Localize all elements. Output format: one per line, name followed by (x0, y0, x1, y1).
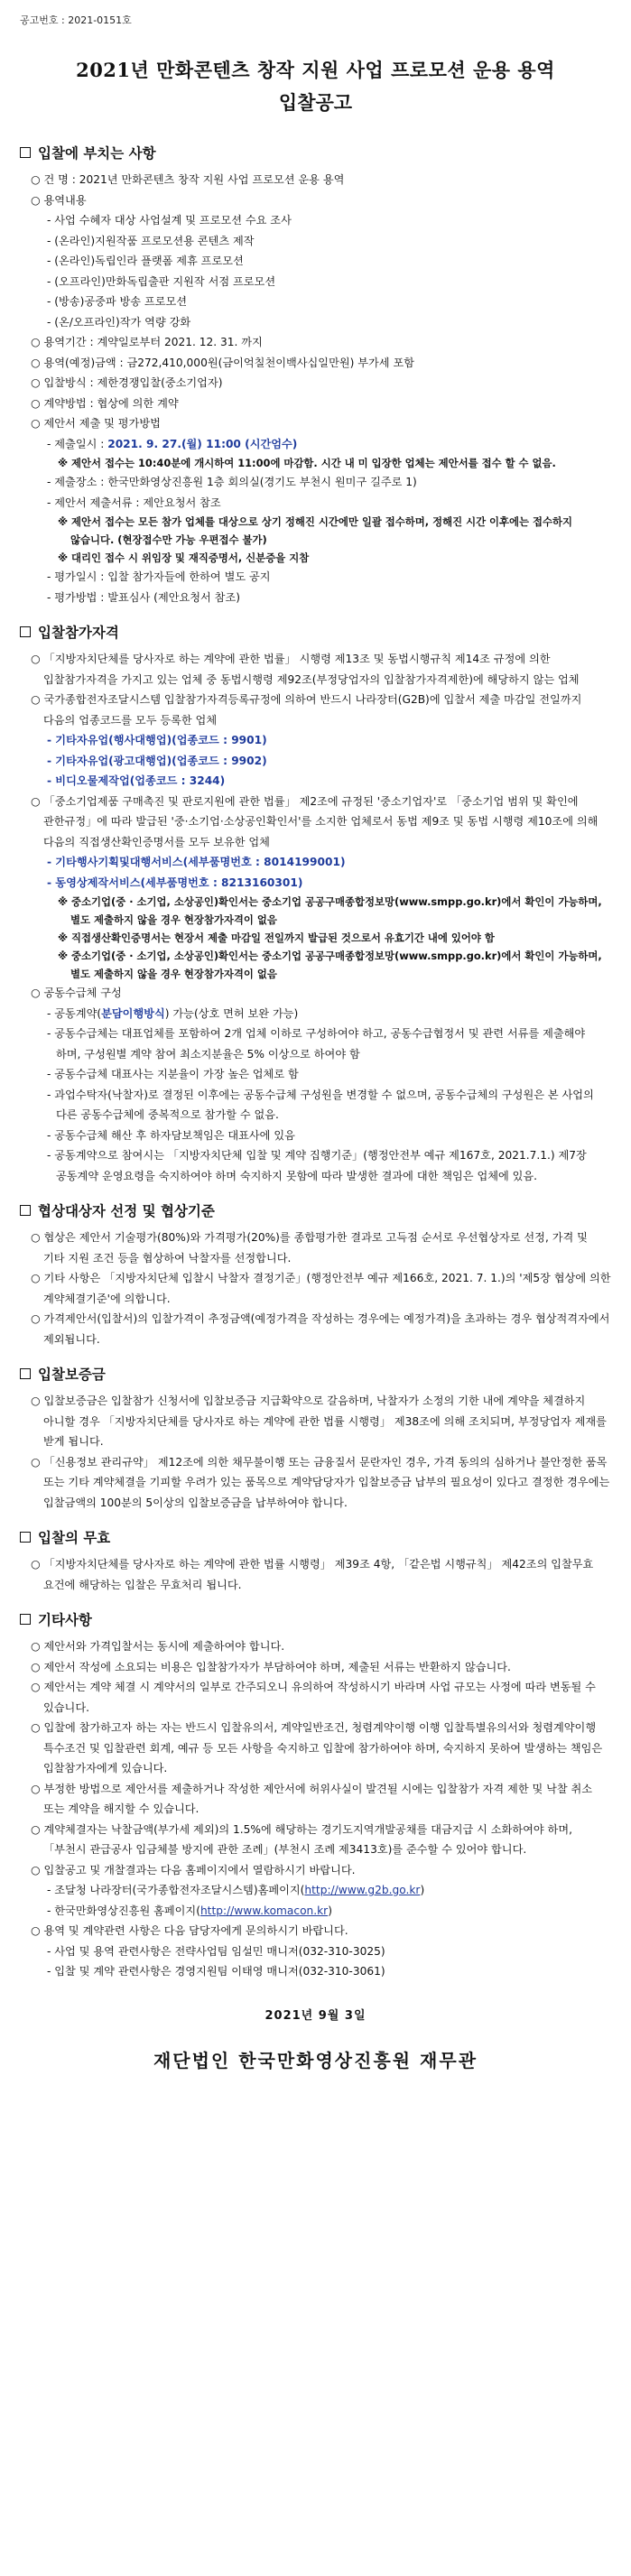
line-text: ○ 제안서 제출 및 평가방법 (31, 417, 161, 430)
section-heading (20, 622, 611, 642)
section-line (20, 454, 611, 472)
section-line (27, 1452, 611, 1514)
section-line (20, 1085, 611, 1126)
section-line (27, 792, 611, 853)
line-text: ※ 제안서 접수는 10:40분에 개시하여 11:00에 마감함. 시간 내 미 입장한 업체는 제안서를 접수 할 수 없음. (58, 457, 556, 469)
sections-container (20, 143, 611, 1982)
line-text: - 기타자유업(행사대행업)(업종코드 : 9901) (47, 734, 267, 746)
section-line (27, 1309, 611, 1349)
section-line (20, 231, 611, 252)
section-line (20, 1145, 611, 1186)
section-line (27, 332, 611, 353)
line-text: - 동영상제작서비스(세부품명번호 : 8213160301) (47, 876, 303, 889)
line-text: ○ 입찰방식 : 제한경쟁입찰(중소기업자) (31, 376, 223, 389)
section-line (20, 771, 611, 792)
homepage-link[interactable]: http://www.g2b.go.kr (304, 1884, 421, 1896)
line-text: ○ 입찰공고 및 개찰결과는 다음 홈페이지에서 열람하시기 바랍니다. (31, 1863, 356, 1876)
line-text: ○ 입찰에 참가하고자 하는 자는 반드시 입찰유의서, 계약일반조건, 청렴계약이행 이행 입찰특별유의서와 청렴계약이행 특수조건 및 입찰관련 회계, 예규 등 모든 사항을 숙지하고 입찰에 참가하여야 하며, 숙지하지 못하여 발생하는 책임은 입찰참가자에게 있습니다. (31, 1721, 603, 1774)
line-text: - 제안서 제출서류 : 제안요청서 참조 (47, 496, 221, 509)
checkbox-square-icon (20, 626, 31, 637)
line-text: - 사업 수혜자 대상 사업설계 및 프로모션 수요 조사 (47, 214, 292, 227)
section-heading-text: 입찰의 무효 (38, 1530, 111, 1546)
line-text: ○ 협상은 제안서 기술평가(80%)와 가격평가(20%)를 종합평가한 결과로 고득점 순서로 우선협상자로 선정, 가격 및 기타 지원 조건 등을 협상하여 낙찰자를 선정합니다. (31, 1231, 588, 1265)
line-text: - 조달청 나라장터(국가종합전자조달시스템)홈페이지( (47, 1884, 305, 1896)
section-line (27, 1228, 611, 1268)
section-line (27, 1718, 611, 1779)
section-line (20, 434, 611, 455)
section (20, 1527, 611, 1595)
section-line (27, 649, 611, 690)
section-line (20, 1880, 611, 1901)
section-line (20, 493, 611, 514)
section-line (27, 1820, 611, 1860)
section (20, 143, 611, 607)
section-line (20, 751, 611, 772)
line-text: - 공동수급체 해산 후 하자담보책임은 대표사에 있음 (47, 1128, 295, 1142)
line-text: - (오프라인)만화독립출판 지원작 서점 프로모션 (47, 274, 276, 288)
line-text: - 제출장소 : 한국만화영상진흥원 1층 회의실(경기도 부천시 원미구 길주로 1) (47, 476, 417, 488)
section-line (27, 1554, 611, 1595)
line-text: ○ 「지방자치단체를 당사자로 하는 계약에 관한 법률 시행령」 제39조 4항, 「같은법 시행규칙」 제42조의 입찰무효 요건에 해당하는 입찰은 무효처리 됩니다. (31, 1558, 594, 1591)
highlighted-text: 분담이행방식 (101, 1006, 165, 1020)
line-text: - 비디오물제작업(업종코드 : 3244) (47, 774, 226, 787)
section-line (20, 1064, 611, 1085)
line-text: ○ 기타 사항은 「지방자치단체 입찰시 낙찰자 결정기준」(행정안전부 예규 제166호, 2021. 7. 1.)의 '제5장 협상에 의한 계약체결기준'에 의합니다. (31, 1272, 611, 1305)
line-text: ※ 제안서 접수는 모든 참가 업체를 대상으로 상기 정해진 시간에만 일괄 접수하며, 정해진 시간 이후에는 접수하지 않습니다. (현장접수만 가능 우편접수 불가) (58, 515, 573, 546)
homepage-link[interactable]: http://www.komacon.kr (200, 1904, 329, 1917)
section-heading-text: 입찰에 부치는 사항 (38, 145, 156, 162)
section-line (20, 312, 611, 333)
section-heading-text: 입찰보증금 (38, 1367, 106, 1383)
line-text: ○ 가격제안서(입찰서)의 입찰가격이 추정금액(예정가격을 작성하는 경우에는 예정가격)을 초과하는 경우 협상적격자에서 제외됩니다. (31, 1312, 610, 1346)
section-line (20, 472, 611, 493)
page-subtitle: 입찰공고 (278, 91, 353, 114)
section-line (27, 170, 611, 190)
section-line (20, 251, 611, 272)
line-text: - 평가일시 : 입찰 참가자들에 한하여 별도 공지 (47, 570, 271, 583)
section-line (27, 190, 611, 211)
line-tail-text: ) (328, 1904, 332, 1917)
line-text: - 과업수탁자(낙찰자)로 결정된 이후에는 공동수급체 구성원을 변경할 수 없으며, 공동수급체의 구성원은 본 사업의 다른 공동수급체에 중복적으로 참가할 수 없음. (47, 1088, 594, 1121)
section-line (20, 1941, 611, 1962)
section-heading-text: 협상대상자 선정 및 협상기준 (38, 1203, 215, 1219)
section-line (20, 893, 611, 929)
section (20, 1364, 611, 1513)
section-line (27, 373, 611, 394)
page-title: 2021년 만화콘텐츠 창작 지원 사업 프로모션 운용 용역 (76, 59, 555, 81)
section-line (20, 1961, 611, 1982)
section-line (20, 1126, 611, 1146)
line-text: ○ 제안서는 계약 체결 시 계약서의 일부로 간주되오니 유의하여 작성하시기 바라며 사업 규모는 사정에 따라 변동될 수 있습니다. (31, 1681, 596, 1714)
section-line (27, 1657, 611, 1678)
section-line (20, 588, 611, 608)
line-text: ※ 중소기업(중 · 소기업, 소상공인)확인서는 중소기업 공공구매종합정보망(www.smpp.go.kr)에서 확인이 가능하며, 별도 제출하지 않을 경우 현장참가자격이 없음 (58, 895, 602, 926)
section-line (20, 567, 611, 588)
line-text: ○ 용역 및 계약관련 사항은 다음 담당자에게 문의하시기 바랍니다. (31, 1924, 348, 1937)
section-line (27, 1636, 611, 1657)
line-text: - 공동수급체 대표사는 지분율이 가장 높은 업체로 함 (47, 1068, 299, 1080)
section-line (27, 353, 611, 374)
checkbox-square-icon (20, 1368, 31, 1379)
section-line (27, 1921, 611, 1941)
line-text: ○ 제안서와 가격입찰서는 동시에 제출하여야 합니다. (31, 1640, 285, 1653)
line-text: - 공동계약으로 참여시는 「지방자치단체 입찰 및 계약 집행기준」(행정안전부 예규 제167호, 2021.7.1.) 제7장 공동계약 운영요령을 숙지하여야 하며 숙지하지 못함에 따라 발생한 결과에 대한 책임은 업체에 있음. (47, 1149, 587, 1182)
section-line (20, 549, 611, 567)
section-heading (20, 1364, 611, 1384)
line-text: - 한국만화영상진흥원 홈페이지( (47, 1904, 200, 1917)
checkbox-square-icon (20, 1614, 31, 1625)
line-text: ○ 용역(예정)금액 : 금272,410,000원(금이억칠천이백사십일만원) 부가세 포함 (31, 356, 414, 369)
section-line (27, 413, 611, 434)
issuer-name: 재단법인 한국만화영상진흥원 재무관 (153, 2049, 478, 2071)
section-line (20, 210, 611, 231)
section-line (27, 1677, 611, 1718)
section-line (20, 873, 611, 894)
section-line (20, 1004, 611, 1024)
line-text: - 사업 및 용역 관련사항은 전략사업팀 임설민 매니저(032-310-3025) (47, 1944, 385, 1958)
section (20, 1200, 611, 1349)
line-text: - 평가방법 : 발표심사 (제안요청서 참조) (47, 590, 240, 604)
notice-number: 공고번호 : 2021-0151호 (20, 14, 132, 26)
section (20, 1609, 611, 1982)
section-line (20, 292, 611, 312)
line-text: ○ 건 명 : 2021년 만화콘텐츠 창작 지원 사업 프로모션 운용 용역 (31, 173, 345, 186)
section-line (27, 983, 611, 1004)
section-line (20, 513, 611, 549)
line-text: - 기타행사기획및대행서비스(세부품명번호 : 8014199001) (47, 856, 346, 868)
line-text: ○ 계약방법 : 협상에 의한 계약 (31, 396, 179, 410)
line-text: - 공동수급체는 대표업체를 포함하여 2개 업체 이하로 구성하여야 하고, 공동수급협정서 및 관련 서류를 제출해야 하며, 구성원별 계약 참여 최소지분율은 5% 이상으로 하여야 함 (47, 1027, 586, 1061)
line-text: - 기타자유업(광고대행업)(업종코드 : 9902) (47, 754, 267, 767)
line-text: - (방송)공중파 방송 프로모션 (47, 295, 188, 308)
section-line (20, 1901, 611, 1922)
line-text: ○ 국가종합전자조달시스템 입찰참가자격등록규정에 의하여 반드시 나라장터(G2B)에 입찰서 제출 마감일 전일까지 다음의 업종코드를 모두 등록한 업체 (31, 693, 582, 727)
line-text: ○ 공동수급체 구성 (31, 987, 122, 999)
section (20, 622, 611, 1186)
line-text: ○ 입찰보증금은 입찰참가 신청서에 입찰보증금 지급확약으로 갈음하며, 낙찰자가 소정의 기한 내에 계약을 체결하지 아니할 경우 「지방자치단체를 당사자로 하는 계약에 관한 법률 시행령」 제38조에 의해 조치되며, 부정당업자 제재를 받게 됩니다. (31, 1395, 607, 1448)
line-text: - 입찰 및 계약 관련사항은 경영지원팀 이태영 매니저(032-310-3061) (47, 1965, 385, 1978)
section-line (27, 394, 611, 414)
line-text: ○ 제안서 작성에 소요되는 비용은 입찰참가자가 부담하여야 하며, 제출된 서류는 반환하지 않습니다. (31, 1660, 511, 1673)
line-text: - (온/오프라인)작가 역량 강화 (47, 315, 191, 329)
line-text: - 제출일시 : (47, 437, 108, 450)
section-line (20, 947, 611, 983)
section-line (20, 929, 611, 947)
line-text: - 공동계약( (47, 1006, 102, 1020)
section-line (27, 1268, 611, 1309)
section-line (20, 730, 611, 751)
notice-date: 2021년 9월 3일 (264, 2008, 367, 2023)
line-text: ※ 직접생산확인증명서는 현장서 제출 마감일 전일까지 발급된 것으로서 유효기간 내에 있어야 함 (58, 931, 495, 944)
line-text: ○ 부정한 방법으로 제안서를 제출하거나 작성한 제안서에 허위사실이 발견될 시에는 입찰참가 자격 제한 및 낙찰 취소 또는 계약을 해지할 수 있습니다. (31, 1782, 593, 1815)
checkbox-square-icon (20, 1205, 31, 1216)
section-line (20, 272, 611, 292)
line-text: ○ 「중소기업제품 구매촉진 및 판로지원에 관한 법률」 제2조에 규정된 '중소기업자'로 「중소기업 범위 및 확인에 관한규정」에 따라 발급된 '중·소기업·소상공인확인서'를 소지한 업체로서 동법 제9조 및 동법 시행령 제10조에 의해 다음의 직접생산확인증명서를 모두 보유한 업체 (31, 794, 599, 848)
line-text: ※ 대리인 접수 시 위임장 및 재직증명서, 신분증을 지참 (58, 551, 310, 564)
section-heading (20, 143, 611, 162)
checkbox-square-icon (20, 147, 31, 158)
checkbox-square-icon (20, 1532, 31, 1543)
section-line (27, 1860, 611, 1881)
section-line (27, 690, 611, 730)
line-text: ○ 「신용정보 관리규약」 제12조에 의한 채무불이행 또는 금융질서 문란자인 경우, 가격 동의의 심하거나 불안정한 품목 또는 기타 계약체결을 기피할 우려가 있는 품목으로 계약담당자가 입찰보증금 납부의 필요성이 있다고 결정한 경우에는 입찰금액의 100분의 5이상의 입찰보증금을 납부하여야 합니다. (31, 1455, 610, 1509)
section-heading (20, 1527, 611, 1547)
section-line (20, 1024, 611, 1064)
highlighted-text: 2021. 9. 27.(월) 11:00 (시간엄수) (107, 437, 298, 450)
section-heading-text: 기타사항 (38, 1612, 92, 1628)
section-heading (20, 1609, 611, 1629)
section-line (20, 852, 611, 873)
line-tail-text: ) (420, 1884, 425, 1896)
line-text: - (온라인)독립인라 플랫폼 제휴 프로모션 (47, 255, 244, 267)
line-text: ※ 중소기업(중 · 소기업, 소상공인)확인서는 중소기업 공공구매종합정보망(www.smpp.go.kr)에서 확인이 가능하며, 별도 제출하지 않을 경우 현장참가자격이 없음 (58, 950, 602, 980)
section-line (27, 1391, 611, 1452)
section-line (27, 1779, 611, 1820)
section-heading-text: 입찰참가자격 (38, 625, 119, 641)
line-text: ○ 용역기간 : 계약일로부터 2021. 12. 31. 까지 (31, 336, 263, 348)
line-text: ○ 「지방자치단체를 당사자로 하는 계약에 관한 법률」 시행령 제13조 및 동법시행규칙 제14조 규정에 의한 입찰참가자격을 가지고 있는 업체 중 동법시행령 제92조(부정당업자의 입찰참가자격제한)에 해당하지 않는 업체 (31, 653, 580, 686)
line-text: - (온라인)지원작품 프로모션용 콘텐츠 제작 (47, 234, 255, 247)
line-text: ○ 계약체결자는 낙찰금액(부가세 제외)의 1.5%에 해당하는 경기도지역개발공채를 대금지급 시 소화하여야 하며, 「부천시 관급공사 입금체불 방지에 관한 조례」(부천시 조례 제3413호)를 준수할 수 있어야 합니다. (31, 1822, 572, 1856)
line-tail-text: ) 가능(상호 면허 보완 가능) (164, 1006, 299, 1020)
section-heading (20, 1200, 611, 1220)
line-text: ○ 용역내용 (31, 193, 87, 207)
